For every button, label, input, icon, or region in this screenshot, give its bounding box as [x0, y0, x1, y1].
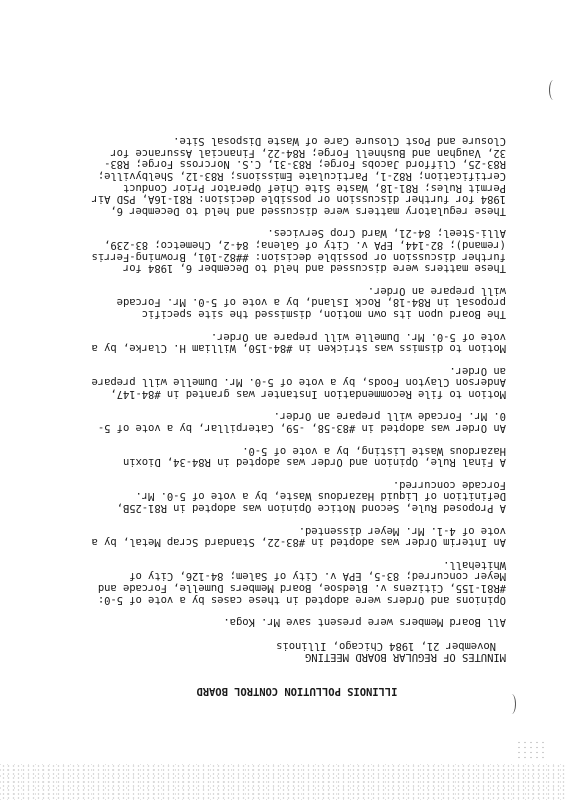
paragraph-rock-island: The Board upon its own motion, dismissed the site specific proposal in R84-18, Rock Island, by a vote of 5-0. Mr. Forcade will prepare an Order.	[116, 284, 506, 320]
board-name: ILLINOIS POLLUTION CONTROL BOARD	[196, 685, 398, 697]
margin-mark-right	[549, 80, 558, 100]
paragraph-caterpillar-order: An Order was adopted in #83-58, -59, Caterpillar, by a vote of 5-0. Mr. Forcade will prepare an Order.	[97, 410, 506, 435]
paragraph-motion-file: Motion to file Recommendation Instanter was granted in #84-147, Anderson Clayton Foods, by a vote of 5-0. Mr. Dumelle will prepare an Order.	[91, 364, 506, 400]
paragraph-final-rule: A Final Rule, Opinion and Order was adopted in R84-34, Dioxin Hazardous Waste Listing, by a vote of 5-0.	[123, 444, 506, 469]
paragraph-motion-dismiss: Motion to dismiss was stricken in #84-150, William H. Clarke, by a vote of 5-0. Mr. Dumelle will prepare an Order.	[91, 330, 506, 355]
paragraph-held-matters: These matters were discussed and held to December 6, 1984 for further discussion or possible decision: ##82-101, Browning-Ferris (remand); 82-144, EPA v. City of Galena; 84-2, Chemetco; 83-239, Alli-Steel; 84-21, Ward Crop Services.	[91, 227, 506, 275]
attendance-line: All Board Members were present save Mr. Koga.	[223, 616, 506, 629]
paragraph-opinions: Opinions and Orders were adopted in these cases by a vote of 5-0: #R81-155, Citizens v. Bledsoe, Board Members Dumelle, Forcade and Meyer concurred; 83-5, EPA v. City of Salem; 84-126, City of Whitehall.	[97, 558, 506, 606]
paragraph-proposed-rule: A Proposed Rule, Second Notice Opinion was adopted in R81-25B, Definition of Liquid Hazardous Waste, by a vote of 5-0. Mr. Forcade concurred.	[116, 478, 506, 515]
margin-mark-left	[507, 694, 516, 714]
meeting-title: MINUTES OF REGULAR BOARD MEETING	[305, 651, 506, 664]
scan-noise-specks	[516, 740, 546, 760]
paragraph-interim-order: An Interim Order was adopted in #83-22, Standard Scrap Metal, by a vote of 4-1. Mr. Meyer dissented.	[91, 524, 506, 549]
minutes-document	[88, 124, 506, 696]
scan-noise-strip	[0, 764, 566, 800]
meeting-date-location: November 21, 1984 Chicago, Illinois	[276, 639, 496, 652]
paragraph-regulatory-matters: These regulatory matters were discussed and held to December 6, 1984 for further discussion or possible decision: R81-16A, PSD Air Permit Rules; R81-18, Waste Site Chief Operator Prior Conduct Certification; R82-1, Particulate Emissions; R83-12, Shelbyville; R83-25, Clifford Jacobs Forge; R83-31, C.S. Norcross Forge; R83-32, Vaughan and Bushnell Forge; R84-22, Financial Assurance for Closure and Post Closure Care of Waste Disposal Site.	[91, 135, 506, 217]
